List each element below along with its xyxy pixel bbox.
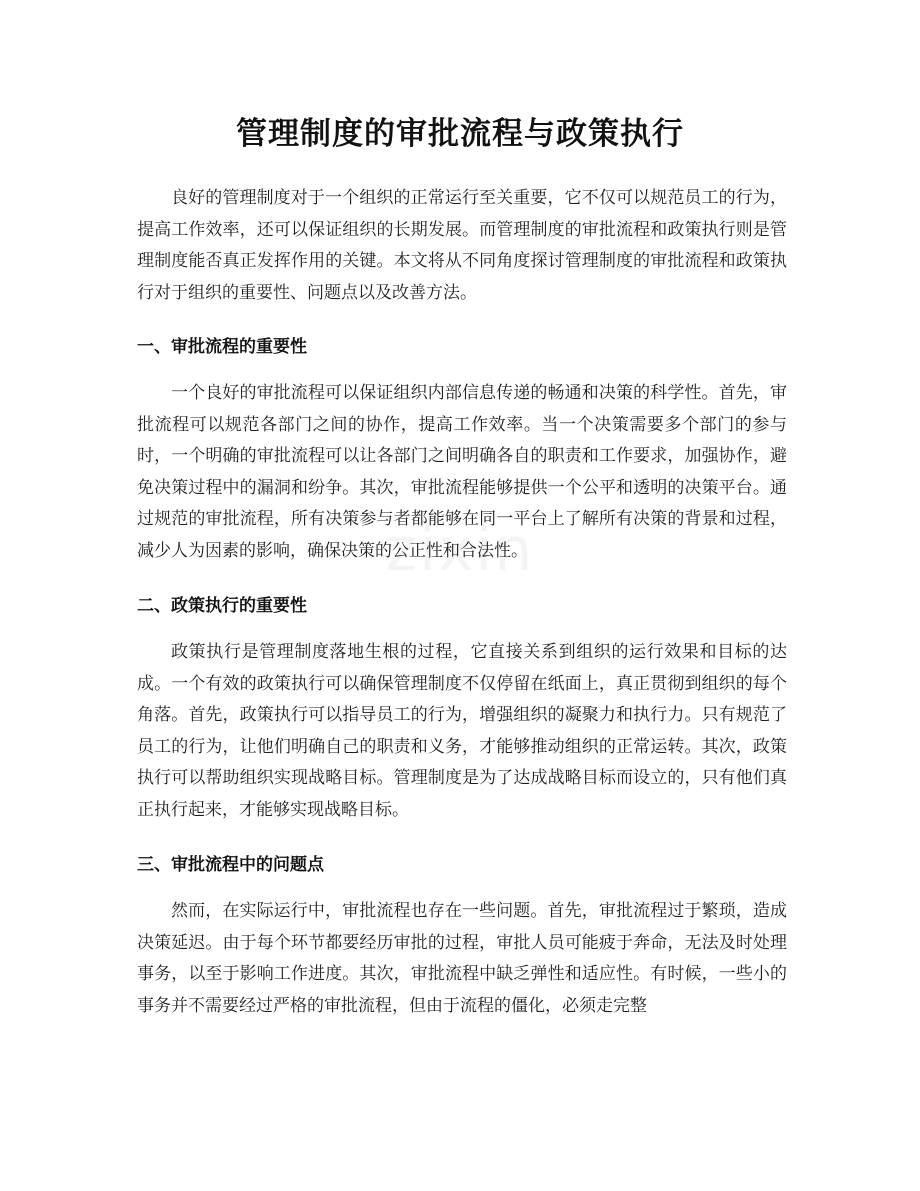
section-paragraph-2: 政策执行是管理制度落地生根的过程，它直接关系到组织的运行效果和目标的达成。一个有效的政策执行可以确保管理制度不仅停留在纸面上，真正贯彻到组织的每个角落。首先，政策执行可以指导员工的行为，增强组织的凝聚力和执行力。只有规范了员工的行为，让他们明确自己的职责和义务，才能够推动组织的正常运转。其次，政策执行可以帮助组织实现战略目标。管理制度是为了达成战略目标而设立的，只有他们真正执行起来，才能够实现战略目标。 [137, 642, 787, 820]
section-heading-1: 一、审批流程的重要性 [137, 337, 307, 357]
section-paragraph-3: 然而，在实际运行中，审批流程也存在一些问题。首先，审批流程过于繁琐，造成决策延迟。由于每个环节都要经历审批的过程，审批人员可能疲于奔命，无法及时处理事务，以至于影响工作进度。其次，审批流程中缺乏弹性和适应性。有时候，一些小的事务并不需要经过严格的审批流程，但由于流程的僵化，必须走完整 [137, 901, 787, 1016]
section-heading-2: 二、政策执行的重要性 [137, 596, 307, 616]
document-body [137, 183, 787, 1046]
section-heading-3: 三、审批流程中的问题点 [137, 855, 324, 875]
section-paragraph-1: 一个良好的审批流程可以保证组织内部信息传递的畅通和决策的科学性。首先，审批流程可以规范各部门之间的协作，提高工作效率。当一个决策需要多个部门的参与时，一个明确的审批流程可以让各部门之间明确各自的职责和工作要求，加强协作，避免决策过程中的漏洞和纷争。其次，审批流程能够提供一个公平和透明的决策平台。通过规范的审批流程，所有决策参与者都能够在同一平台上了解所有决策的背景和过程，减少人为因素的影响，确保决策的公正性和合法性。 [137, 383, 787, 561]
intro-paragraph: 良好的管理制度对于一个组织的正常运行至关重要，它不仅可以规范员工的行为，提高工作效率，还可以保证组织的长期发展。而管理制度的审批流程和政策执行则是管理制度能否真正发挥作用的关键。本文将从不同角度探讨管理制度的审批流程和政策执行对于组织的重要性、问题点以及改善方法。 [137, 188, 787, 303]
document-title: 管理制度的审批流程与政策执行 [236, 116, 684, 152]
